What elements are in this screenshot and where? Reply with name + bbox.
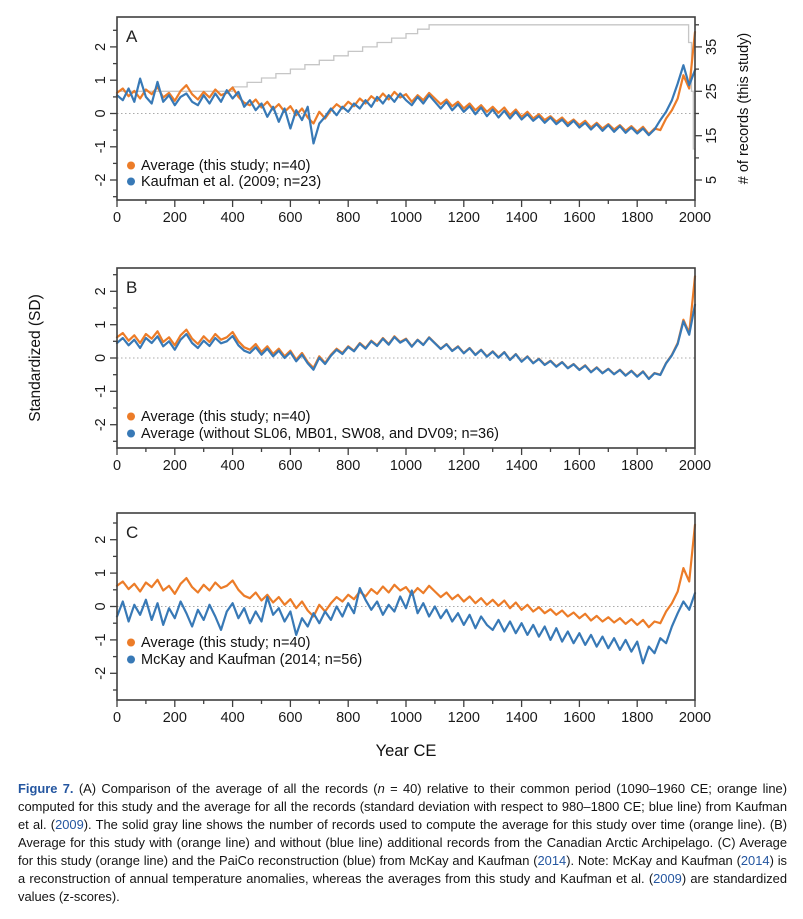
caption-text: ). The solid gray line shows the number of records used to compute the average for this study over time (orange line). (B) Average for this study with (orange line) and without (blue line) additional records from the Canadian Arctic Archipelago. (C) Average for this study (orange line) and the PaiCo reconstruction (blue) from McKay and Kaufman (	[18, 817, 787, 868]
legend-swatch-kaufman2009	[127, 178, 135, 186]
records-tick-label: 5	[704, 175, 720, 185]
citation-link[interactable]: 2014	[740, 853, 770, 868]
x-tick-label: 2000	[678, 458, 712, 474]
right-axis	[695, 25, 702, 180]
y-axis	[110, 523, 117, 690]
panel-letter: B	[126, 278, 138, 297]
series-line-avg_this_study	[117, 32, 695, 134]
y-axis-title: Standardized (SD)	[27, 294, 44, 422]
panel-c-chart	[0, 496, 803, 768]
citation-link[interactable]: 2014	[537, 853, 567, 868]
x-axis	[117, 448, 695, 455]
x-axis	[117, 200, 695, 207]
panel-letter: C	[126, 523, 139, 542]
legend-item	[127, 426, 499, 442]
legend-item	[127, 635, 310, 651]
legend-label: McKay and Kaufman (2014; n=56)	[141, 652, 363, 668]
legend	[127, 409, 499, 442]
legend-label: Average (this study; n=40)	[141, 158, 311, 174]
x-tick-label: 1000	[389, 710, 423, 726]
x-tick-label: 400	[220, 210, 245, 226]
legend-label: Average (this study; n=40)	[141, 409, 311, 425]
legend-label: Kaufman et al. (2009; n=23)	[141, 174, 322, 190]
legend-label: Average (this study; n=40)	[141, 635, 311, 651]
y-tick-label: 0	[93, 602, 109, 611]
y-axis	[110, 275, 117, 442]
legend	[127, 635, 362, 668]
x-tick-label: 1400	[505, 458, 538, 474]
series-line-avg_this_study	[117, 525, 695, 628]
x-tick-label: 400	[220, 710, 245, 726]
x-tick-label: 1800	[621, 710, 654, 726]
legend	[127, 158, 321, 190]
figure-number-label: Figure 7.	[18, 781, 74, 796]
y-tick-label: 1	[93, 320, 109, 329]
legend-swatch-mckay2014	[127, 656, 135, 664]
x-tick-label: 0	[112, 710, 122, 726]
x-tick-label: 400	[220, 458, 245, 474]
panel-a-chart	[0, 0, 803, 246]
records-tick-label: 15	[704, 127, 720, 144]
citation-link[interactable]: 2009	[653, 871, 682, 886]
series-line-kaufman2009	[117, 65, 695, 143]
legend-swatch-avg_this_study	[127, 162, 135, 170]
y-tick-label: 1	[93, 76, 109, 85]
x-tick-label: 1200	[447, 710, 480, 726]
caption-text: = 40) relative to their common period (1090–1960 CE; orange line) computed for this study and the average for all the records (standard deviation with respect to 980–1800 CE; blue line) from Kaufman et al. (	[18, 781, 787, 832]
figure-caption	[18, 780, 787, 906]
legend-swatch-avg_this_study	[127, 413, 135, 421]
x-tick-label: 1200	[447, 458, 480, 474]
x-tick-label: 1600	[563, 458, 596, 474]
x-tick-label: 1000	[389, 210, 423, 226]
x-tick-label: 0	[112, 458, 122, 474]
x-tick-label: 1200	[447, 210, 480, 226]
x-tick-label: 600	[278, 710, 303, 726]
y-tick-label: -2	[93, 418, 109, 432]
right-axis-title: # of records (this study)	[736, 32, 752, 185]
panel-b-chart	[0, 251, 803, 486]
y-tick-label: -2	[93, 173, 109, 187]
x-tick-label: 0	[112, 210, 122, 226]
legend-swatch-without_caa	[127, 430, 135, 438]
x-tick-label: 1800	[621, 210, 654, 226]
legend-item	[127, 409, 310, 425]
panel-letter: A	[126, 27, 138, 46]
y-tick-label: 2	[93, 287, 109, 296]
y-tick-label: -1	[93, 633, 109, 647]
caption-text: ) are standardized values (z-scores).	[18, 871, 787, 904]
y-tick-label: 0	[93, 109, 109, 118]
x-tick-label: 2000	[678, 710, 712, 726]
y-tick-label: 2	[93, 42, 109, 51]
series-line-avg_this_study	[117, 276, 695, 378]
records-tick-label: 25	[704, 83, 720, 100]
x-tick-label: 800	[336, 210, 361, 226]
caption-text: ). Note: McKay and Kaufman (	[566, 853, 741, 868]
caption-text: ) is a reconstruction of annual temperature anomalies, whereas the averages from this study and Kaufman et al. (	[18, 853, 788, 886]
x-tick-label: 600	[278, 210, 303, 226]
records-tick-label: 35	[704, 38, 720, 55]
x-tick-label: 1400	[505, 210, 538, 226]
legend-swatch-avg_this_study	[127, 639, 135, 647]
x-tick-label: 200	[162, 710, 187, 726]
x-tick-label: 1800	[621, 458, 654, 474]
y-axis	[110, 30, 117, 196]
x-tick-label: 200	[162, 458, 187, 474]
y-tick-label: 1	[93, 569, 109, 578]
x-tick-label: 600	[278, 458, 303, 474]
x-tick-label: 200	[162, 210, 187, 226]
legend-label: Average (without SL06, MB01, SW08, and DV09; n=36)	[141, 426, 500, 442]
x-tick-label: 2000	[678, 210, 712, 226]
legend-item	[127, 652, 362, 668]
x-tick-label: 1400	[505, 710, 538, 726]
x-tick-label: 800	[336, 710, 361, 726]
y-tick-label: 0	[93, 353, 109, 363]
x-axis	[117, 700, 695, 707]
x-tick-label: 800	[336, 458, 361, 474]
y-tick-label: -2	[93, 666, 109, 680]
y-tick-label: 2	[93, 535, 109, 544]
legend-item	[127, 158, 310, 174]
y-tick-label: -1	[93, 384, 109, 398]
x-tick-label: 1000	[389, 458, 423, 474]
citation-link[interactable]: 2009	[55, 817, 84, 832]
y-tick-label: -1	[93, 140, 109, 154]
x-axis-title: Year CE	[375, 742, 437, 760]
legend-item	[127, 174, 321, 190]
caption-italic-text: n	[377, 781, 385, 796]
caption-text: (A) Comparison of the average of all the records (	[73, 781, 378, 796]
x-tick-label: 1600	[563, 210, 596, 226]
x-tick-label: 1600	[563, 710, 596, 726]
